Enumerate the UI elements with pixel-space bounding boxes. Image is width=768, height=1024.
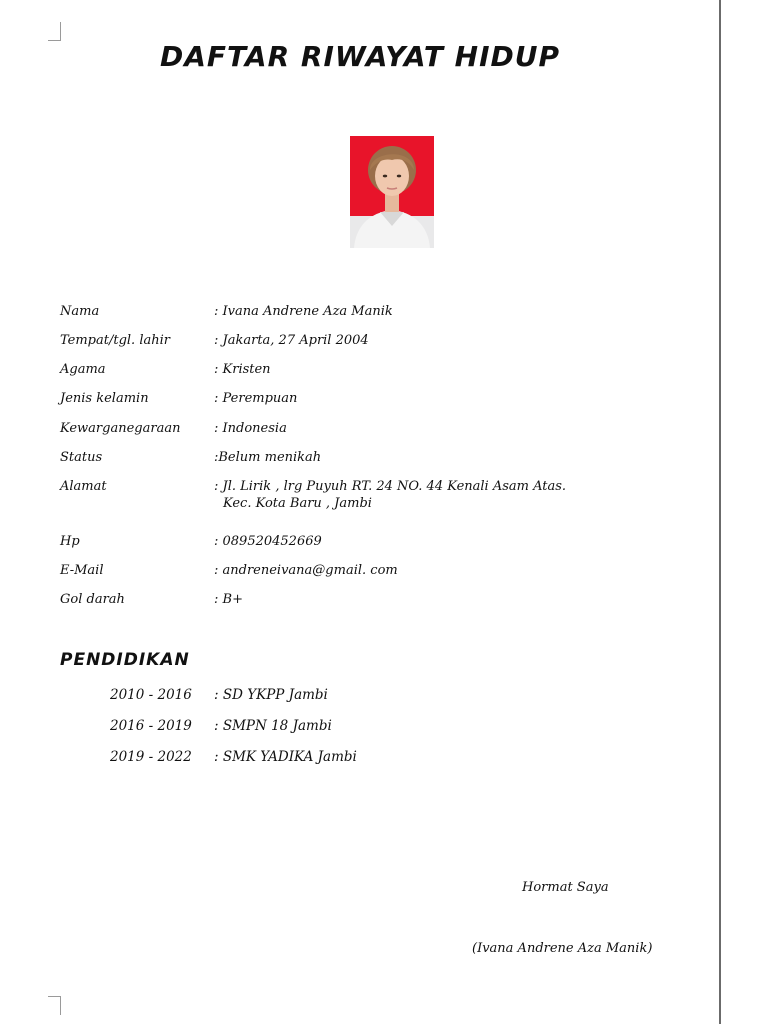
info-label: Status [60, 450, 103, 465]
address-line-2: Kec. Kota Baru , Jambi [223, 496, 372, 511]
signature-name: (Ivana Andrene Aza Manik) [472, 941, 653, 956]
info-value: : Perempuan [214, 391, 298, 406]
info-value: : Kristen [214, 362, 271, 377]
page-edge-line [719, 0, 721, 1024]
info-value: : B+ [214, 592, 243, 607]
education-school: : SMK YADIKA Jambi [214, 749, 357, 765]
profile-photo [350, 136, 434, 248]
info-value: : andreneivana@gmail. com [214, 563, 398, 578]
crop-mark-top [48, 22, 61, 41]
document-title: DAFTAR RIWAYAT HIDUP [159, 40, 561, 73]
info-row-citizenship [60, 421, 680, 443]
education-heading: PENDIDIKAN [60, 650, 190, 670]
education-row [110, 687, 610, 709]
info-row-blood-type [60, 592, 680, 614]
education-school: : SD YKPP Jambi [214, 687, 328, 703]
info-row-birth [60, 333, 680, 355]
info-row-email [60, 563, 680, 585]
info-label: Gol darah [60, 592, 125, 607]
education-row [110, 718, 610, 740]
info-value: : Indonesia [214, 421, 287, 436]
info-row-gender [60, 391, 680, 413]
info-row-address [60, 479, 680, 519]
info-label: Tempat/tgl. lahir [60, 333, 170, 348]
info-value: : Jakarta, 27 April 2004 [214, 333, 369, 348]
education-years: 2019 - 2022 [110, 749, 192, 765]
info-row-agama [60, 362, 680, 384]
address-line-1: : Jl. Lirik , lrg Puyuh RT. 24 NO. 44 Kenali Asam Atas. [214, 479, 567, 494]
info-label: Kewarganegaraan [60, 421, 181, 436]
info-value: :Belum menikah [214, 450, 322, 465]
info-label: E-Mail [60, 563, 104, 578]
info-row-status [60, 450, 680, 472]
info-value: : Ivana Andrene Aza Manik [214, 304, 393, 319]
info-row-phone [60, 534, 680, 556]
info-row-nama [60, 304, 680, 326]
info-label: Nama [60, 304, 100, 319]
info-label: Jenis kelamin [60, 391, 149, 406]
info-label: Agama [60, 362, 106, 377]
education-school: : SMPN 18 Jambi [214, 718, 332, 734]
closing-greeting: Hormat Saya [522, 880, 609, 895]
crop-mark-bottom [48, 996, 61, 1015]
info-label: Hp [60, 534, 80, 549]
info-value: : 089520452669 [214, 534, 322, 549]
info-label: Alamat [60, 479, 107, 494]
education-years: 2010 - 2016 [110, 687, 192, 703]
education-row [110, 749, 610, 771]
info-value [214, 479, 566, 511]
education-years: 2016 - 2019 [110, 718, 192, 734]
